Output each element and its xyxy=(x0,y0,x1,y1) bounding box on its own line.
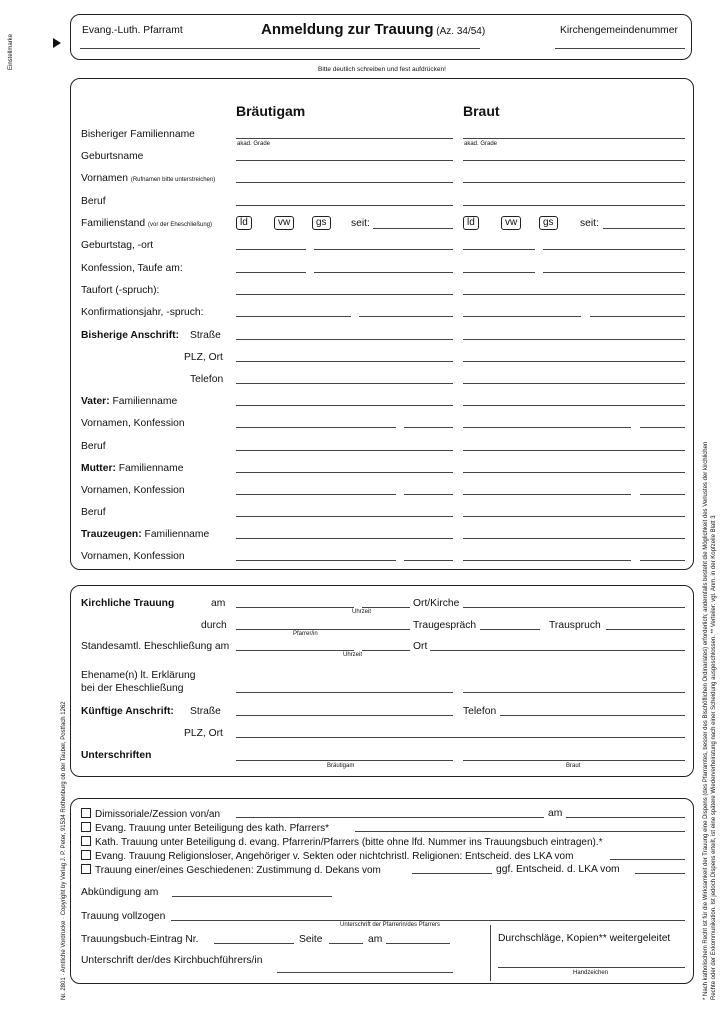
groom-mother-profession-field[interactable] xyxy=(236,516,453,517)
checkbox-icon[interactable] xyxy=(81,836,91,846)
title-text: Anmeldung zur Trauung xyxy=(261,21,434,38)
groom-birthdate-field[interactable] xyxy=(236,249,306,250)
groom-father-first-field[interactable] xyxy=(236,427,396,428)
future-street-field[interactable] xyxy=(236,715,453,716)
label-profession: Beruf xyxy=(81,196,106,207)
divorced-dean-date-field[interactable] xyxy=(412,873,492,874)
label-father-first: Vornamen, Konfession xyxy=(81,418,185,429)
witness1-conf-field[interactable] xyxy=(404,560,453,561)
check-catholic-wedding-label: Kath. Trauung unter Beteiligung d. evang. Pfarrerin/Pfarrers (bitte ohne lfd. Nummer ins Trauungsbuch eintragen).* xyxy=(95,837,603,848)
bookkeeper-signature-field[interactable] xyxy=(277,972,453,973)
groom-phone-field[interactable] xyxy=(236,383,453,384)
bride-status-ld[interactable]: ld xyxy=(463,216,479,230)
groom-surname-field[interactable] xyxy=(236,138,453,139)
witness2-name-field[interactable] xyxy=(463,538,685,539)
groom-baptism-place-field[interactable] xyxy=(236,294,453,295)
bride-confirmation-year-field[interactable] xyxy=(463,316,581,317)
groom-street-field[interactable] xyxy=(236,339,453,340)
status-hint: (vor der Eheschließung) xyxy=(147,222,213,228)
label-book-entry: Trauungsbuch-Eintrag Nr. xyxy=(81,934,199,945)
check-religionless-label: Evang. Trauung Religionsloser, Angehöriger v. Sekten oder nichtchristl. Religionen: Entscheid. des LKA vom xyxy=(95,851,574,862)
label-time-1: Uhrzeit xyxy=(352,609,372,615)
groom-mother-first-field[interactable] xyxy=(236,494,396,495)
witnesses-family-name: Familienname xyxy=(144,529,210,540)
bride-father-profession-field[interactable] xyxy=(463,450,685,451)
label-prev-address: Bisherige Anschrift: xyxy=(81,330,180,341)
groom-birthplace-field[interactable] xyxy=(314,249,453,250)
label-ggf: ggf. Entscheid. d. LKA vom xyxy=(496,864,620,875)
label-bookkeeper: Unterschrift der/des Kirchbuchführers/in xyxy=(81,955,263,966)
groom-marriage-name-field[interactable] xyxy=(236,692,453,693)
groom-baptism-date-field[interactable] xyxy=(314,272,453,273)
label-copies: Durchschläge, Kopien** weitergeleitet xyxy=(498,933,671,944)
label-initials: Handzeichen xyxy=(573,970,609,976)
label-birthname: Geburtsname xyxy=(81,151,144,162)
label-time-2: Uhrzeit xyxy=(343,652,363,658)
label-prev-street: Straße xyxy=(190,330,221,341)
groom-since-label: seit: xyxy=(351,218,370,229)
groom-status-vw[interactable]: vw xyxy=(274,216,294,230)
label-status xyxy=(81,218,212,229)
bride-birthdate-field[interactable] xyxy=(463,249,535,250)
future-phone-field[interactable] xyxy=(500,715,685,716)
trauspruch-field[interactable] xyxy=(606,629,685,630)
office-line[interactable] xyxy=(80,48,480,49)
bride-profession-field[interactable] xyxy=(463,205,685,206)
groom-status-gs[interactable]: gs xyxy=(312,216,331,230)
traugespraech-field[interactable] xyxy=(480,629,540,630)
groom-birthname-field[interactable] xyxy=(236,160,453,161)
groom-confirmation-verse-field[interactable] xyxy=(359,316,453,317)
checkbox-icon[interactable] xyxy=(81,850,91,860)
form-title xyxy=(261,21,485,38)
label-traugespraech: Traugespräch xyxy=(413,620,477,631)
firstnames-hint: (Rufnamen bitte unterstreichen) xyxy=(130,177,216,183)
label-future-street: Straße xyxy=(190,706,221,717)
label-marriage-name-1: Ehename(n) lt. Erklärung xyxy=(81,670,196,681)
label-mother xyxy=(81,463,183,474)
label-prev-phone: Telefon xyxy=(190,374,224,385)
groom-father-conf-field[interactable] xyxy=(404,427,453,428)
label-marriage-name-2: bei der Eheschließung xyxy=(81,683,184,694)
label-civil-ort: Ort xyxy=(413,641,428,652)
check-divorced-label: Trauung einer/eines Geschiedenen: Zustimmung d. Dekans vom xyxy=(95,865,381,876)
label-trauspruch: Trauspruch xyxy=(549,620,601,631)
bride-heading: Braut xyxy=(463,103,500,119)
bride-status-vw[interactable]: vw xyxy=(501,216,521,230)
pastor-field[interactable] xyxy=(236,629,410,630)
checkbox-icon[interactable] xyxy=(81,864,91,874)
label-confirmation: Konfirmationsjahr, -spruch: xyxy=(81,307,204,318)
label-firstnames xyxy=(81,173,215,184)
label-durch: durch xyxy=(201,620,227,631)
bride-since-field[interactable] xyxy=(603,228,685,229)
witness2-conf-field[interactable] xyxy=(640,560,685,561)
form-ref: (Az. 34/54) xyxy=(436,26,486,37)
civil-time-field[interactable] xyxy=(362,650,410,651)
check-catholic-wedding[interactable] xyxy=(81,836,603,848)
check-dimissoriale[interactable] xyxy=(81,808,220,820)
label-book-am: am xyxy=(368,934,383,945)
groom-confession-field[interactable] xyxy=(236,272,306,273)
label-mother-first: Vornamen, Konfession xyxy=(81,485,185,496)
bride-street-field[interactable] xyxy=(463,339,685,340)
publisher-note: Nr. 2801 · Amtliche Vordrucke · Copyright by Verlag J. P. Peter, 91534 Rothenburg ob der Tauber, Postfach 1262 xyxy=(61,701,67,1000)
bride-marriage-name-field[interactable] xyxy=(463,692,685,693)
bride-birthplace-field[interactable] xyxy=(543,249,685,250)
firstnames-text: Vornamen xyxy=(81,173,128,184)
church-field[interactable] xyxy=(463,607,685,608)
personal-data-box xyxy=(70,78,694,570)
witnesses-text: Trauzeugen: xyxy=(81,529,142,540)
check-catholic-priest[interactable] xyxy=(81,822,329,834)
bride-phone-field[interactable] xyxy=(463,383,685,384)
label-signatures: Unterschriften xyxy=(81,750,152,761)
check-religionless[interactable] xyxy=(81,850,573,862)
dimissoriale-field[interactable] xyxy=(236,817,544,818)
groom-confirmation-year-field[interactable] xyxy=(236,316,351,317)
parish-number-line[interactable] xyxy=(555,48,685,49)
marker-label: Einstellmarke xyxy=(8,33,14,70)
witness2-first-field[interactable] xyxy=(463,560,631,561)
footnote-line-1: * Nach katholischem Recht ist für die Wirksamkeit der Trauung eine Dispens (des Pfarramtes, besser des Bischöflichen Ordinariates) erforderlich; andernfalls besteht die Möglichkeit des Verlustes der kirchlichen xyxy=(703,441,709,1000)
label-mother-profession: Beruf xyxy=(81,507,106,518)
book-entry-field[interactable] xyxy=(214,943,294,944)
groom-mother-name-field[interactable] xyxy=(236,472,453,473)
bride-father-first-field[interactable] xyxy=(463,427,631,428)
witness1-name-field[interactable] xyxy=(236,538,453,539)
bride-signature-field[interactable] xyxy=(463,760,685,761)
groom-father-name-field[interactable] xyxy=(236,405,453,406)
father-text: Vater: xyxy=(81,396,110,407)
mother-family-name: Familienname xyxy=(118,463,184,474)
dimissoriale-date-field[interactable] xyxy=(566,817,685,818)
abkuendigung-field[interactable] xyxy=(172,896,332,897)
parish-number-label: Kirchengemeindenummer xyxy=(560,25,678,36)
groom-status-ld[interactable]: ld xyxy=(236,216,252,230)
groom-profession-field[interactable] xyxy=(236,205,453,206)
bride-father-conf-field[interactable] xyxy=(640,427,685,428)
bride-mother-first-field[interactable] xyxy=(463,494,631,495)
label-dimissoriale-am: am xyxy=(548,808,563,819)
label-birth: Geburtstag, -ort xyxy=(81,240,154,251)
label-father xyxy=(81,396,177,407)
groom-mother-conf-field[interactable] xyxy=(404,494,453,495)
groom-heading: Bräutigam xyxy=(236,103,306,119)
divorced-lka-date-field[interactable] xyxy=(635,873,685,874)
status-text: Familienstand xyxy=(81,218,146,229)
bride-firstnames-field[interactable] xyxy=(463,182,685,183)
label-future-zip: PLZ, Ort xyxy=(184,728,223,739)
label-future-phone: Telefon xyxy=(463,706,497,717)
bride-zip-field[interactable] xyxy=(463,361,685,362)
label-sig-bride: Braut xyxy=(566,763,581,769)
label-father-profession: Beruf xyxy=(81,441,106,452)
label-abkuendigung: Abkündigung am xyxy=(81,887,159,898)
vollzogen-field[interactable] xyxy=(171,920,685,921)
groom-zip-field[interactable] xyxy=(236,361,453,362)
checkbox-icon[interactable] xyxy=(81,808,91,818)
marker-arrow-icon xyxy=(53,38,61,48)
label-baptism-place: Taufort (-spruch): xyxy=(81,285,160,296)
wedding-time-field[interactable] xyxy=(362,607,410,608)
groom-firstnames-field[interactable] xyxy=(236,182,453,183)
bride-confirmation-verse-field[interactable] xyxy=(590,316,685,317)
wedding-box xyxy=(70,585,694,777)
initials-field[interactable] xyxy=(498,967,685,968)
check-dimissoriale-label: Dimissoriale/Zession von/an xyxy=(95,809,221,820)
label-vollzogen: Trauung vollzogen xyxy=(81,911,166,922)
bride-baptism-place-field[interactable] xyxy=(463,294,685,295)
bride-mother-conf-field[interactable] xyxy=(640,494,685,495)
book-date-field[interactable] xyxy=(386,943,450,944)
label-civil: Standesamtl. Eheschließung am xyxy=(81,641,230,652)
catholic-priest-field[interactable] xyxy=(355,831,685,832)
label-church-wedding: Kirchliche Trauung xyxy=(81,598,175,609)
check-catholic-priest-label: Evang. Trauung unter Beteiligung des kath. Pfarrers* xyxy=(95,823,330,834)
label-pastor: Pfarrer/in xyxy=(293,631,318,637)
column-divider xyxy=(490,925,491,981)
check-divorced[interactable] xyxy=(81,864,381,876)
groom-signature-field[interactable] xyxy=(236,760,453,761)
label-sig-pastor: Unterschrift der Pfarrerin/des Pfarrers xyxy=(340,922,441,928)
bride-akad-grade: akad. Grade xyxy=(464,141,498,147)
label-sig-groom: Bräutigam xyxy=(327,763,355,769)
bride-mother-profession-field[interactable] xyxy=(463,516,685,517)
bride-status-gs[interactable]: gs xyxy=(539,216,558,230)
father-family-name: Familienname xyxy=(112,396,178,407)
bride-baptism-date-field[interactable] xyxy=(543,272,685,273)
mother-text: Mutter: xyxy=(81,463,116,474)
label-prev-zip: PLZ, Ort xyxy=(184,352,223,363)
bride-surname-field[interactable] xyxy=(463,138,685,139)
label-ort-kirche: Ort/Kirche xyxy=(413,598,460,609)
bride-birthname-field[interactable] xyxy=(463,160,685,161)
bride-since-label: seit: xyxy=(580,218,599,229)
instruction-text: Bitte deutlich schreiben und fest aufdrücken! xyxy=(318,66,446,73)
label-seite: Seite xyxy=(299,934,323,945)
label-surname: Bisheriger Familienname xyxy=(81,129,195,140)
future-zip-field[interactable] xyxy=(236,737,685,738)
label-confession: Konfession, Taufe am: xyxy=(81,263,183,274)
label-church-am: am xyxy=(211,598,226,609)
footnote-line-2: Rechte oder der Exkommunikation. Ist jedoch Dispens erteilt, ist eine spätere Wiederverheiratung nach einer Scheidung ausgeschlossen. ** Verteiler: vgl. Anm. in der Kopfzeile Blatt 3 xyxy=(711,515,717,1000)
groom-akad-grade: akad. Grade xyxy=(237,141,271,147)
label-witnesses xyxy=(81,529,209,540)
wedding-date-field[interactable] xyxy=(236,607,354,608)
label-witnesses-first: Vornamen, Konfession xyxy=(81,551,185,562)
religionless-date-field[interactable] xyxy=(610,859,685,860)
bride-confession-field[interactable] xyxy=(463,272,535,273)
groom-since-field[interactable] xyxy=(373,228,453,229)
bride-mother-name-field[interactable] xyxy=(463,472,685,473)
seite-field[interactable] xyxy=(329,943,363,944)
checkbox-icon[interactable] xyxy=(81,822,91,832)
label-future-address: Künftige Anschrift: xyxy=(81,706,174,717)
groom-father-profession-field[interactable] xyxy=(236,450,453,451)
witness1-first-field[interactable] xyxy=(236,560,396,561)
civil-place-field[interactable] xyxy=(430,650,685,651)
bride-father-name-field[interactable] xyxy=(463,405,685,406)
civil-date-field[interactable] xyxy=(236,650,354,651)
office-label: Evang.-Luth. Pfarramt xyxy=(82,25,183,36)
